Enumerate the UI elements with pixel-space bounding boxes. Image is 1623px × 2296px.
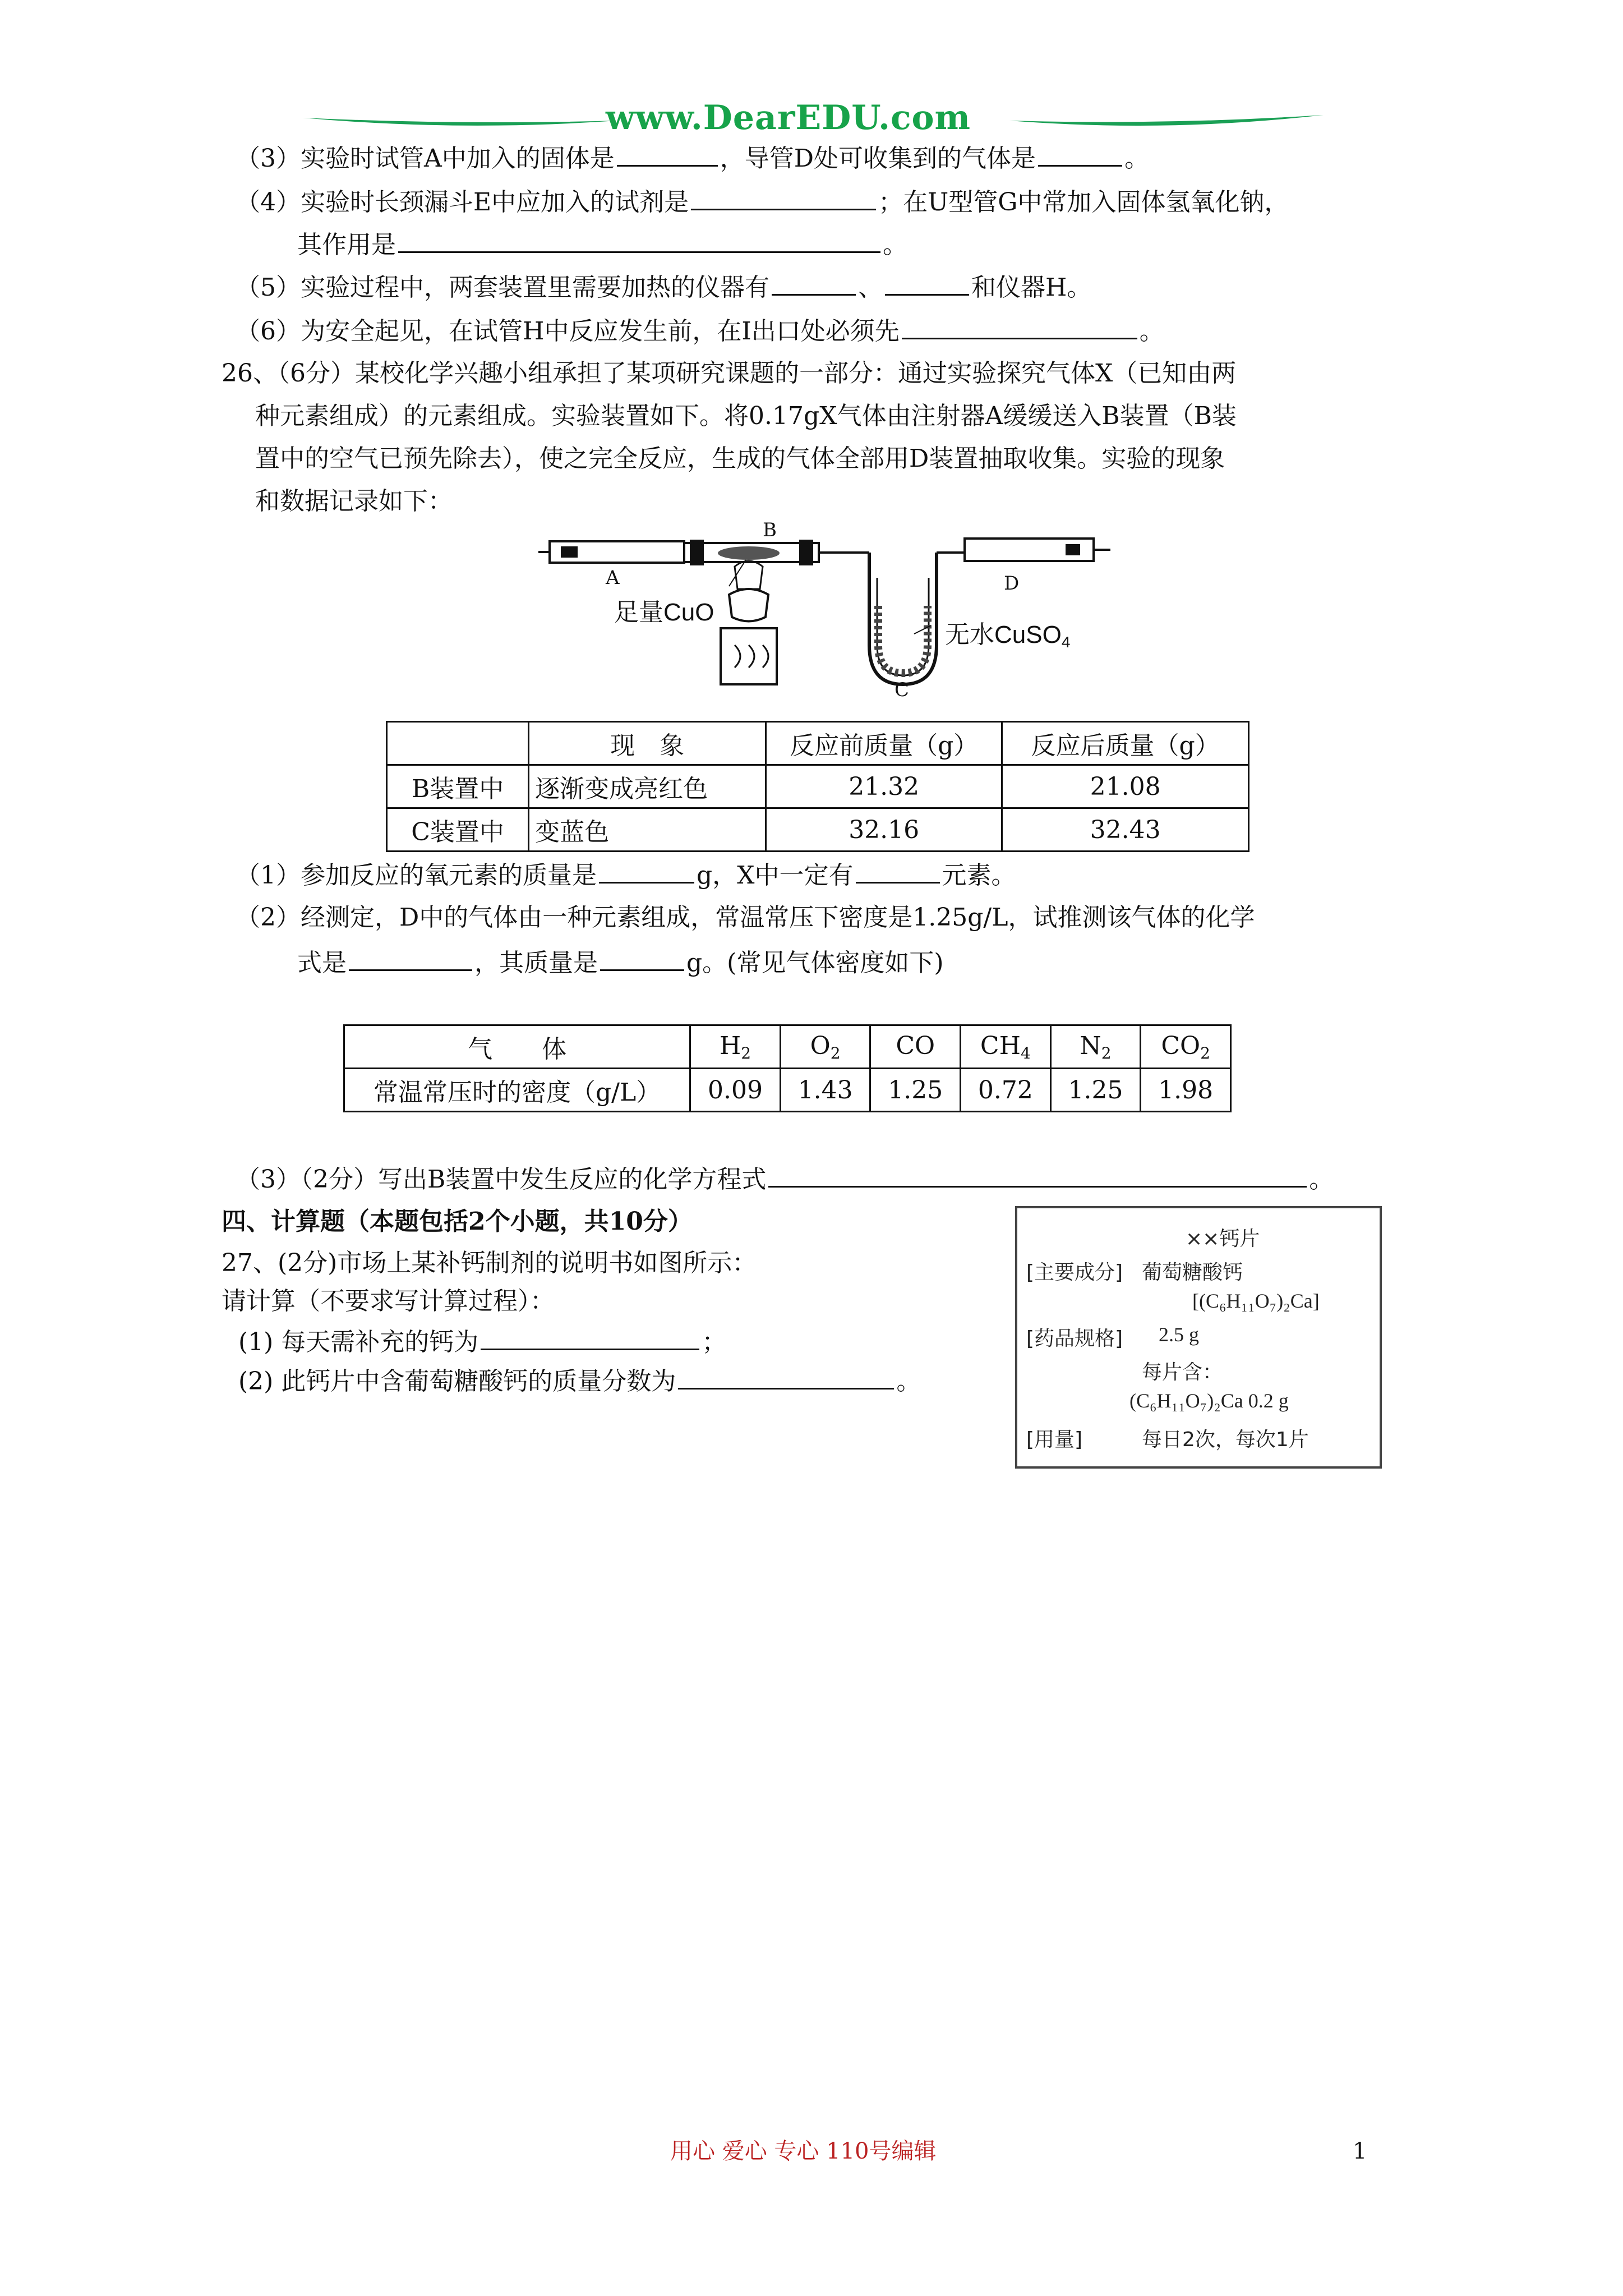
label-per-tablet-value: (C₆H₁₁O₇)₂Ca 0.2 g: [1129, 1389, 1289, 1412]
q26-paragraph-3: 置中的空气已预先除去），使之完全反应，生成的气体全部用D装置抽取收集。实验的现象: [255, 444, 1225, 473]
table-cell: 1.43: [780, 1069, 870, 1112]
table-cell: 32.16: [766, 808, 1002, 852]
answer-blank[interactable]: [885, 269, 969, 296]
q26-sub-3: （3）（2分）写出B装置中发生反应的化学方程式 。: [236, 1161, 1334, 1197]
table-cell: B装置中: [387, 765, 529, 808]
label-c: C: [895, 679, 910, 701]
q26-paragraph-4: 和数据记录如下：: [255, 487, 453, 516]
label-b: B: [763, 519, 777, 541]
table-cell: $O_2$: [780, 1025, 870, 1069]
q25-item-4-cont: 其作用是 。: [297, 227, 907, 262]
answer-blank[interactable]: [599, 857, 694, 884]
label-a: A: [606, 567, 620, 589]
table-cell: 21.08: [1002, 765, 1249, 808]
answer-blank[interactable]: [481, 1324, 699, 1350]
calcium-tablet-label: [1015, 1206, 1382, 1469]
page-number: 1: [1353, 2138, 1367, 2164]
table-cell: 1.25: [1050, 1069, 1141, 1112]
answer-blank[interactable]: [772, 269, 856, 296]
table-row: [387, 808, 1249, 852]
table-header-cell: 现 象: [529, 722, 766, 765]
answer-blank[interactable]: [617, 140, 718, 167]
table-cell: 1.25: [870, 1069, 961, 1112]
table-row: [344, 1025, 1231, 1069]
table-cell: CO: [870, 1025, 961, 1069]
table-cell: $H_2$: [690, 1025, 781, 1069]
banner-swoosh-right: [1009, 104, 1324, 137]
answer-blank[interactable]: [349, 945, 472, 971]
label-value-ingredient: 葡萄糖酸钙: [1142, 1261, 1243, 1284]
table-header-cell: 反应前质量（g）: [766, 722, 1002, 765]
results-table: [386, 721, 1249, 852]
label-cuso4: 无水CuSO$_4$: [945, 621, 1071, 651]
table-cell: 0.09: [690, 1069, 781, 1112]
label-value-spec: 2.5 g: [1159, 1323, 1199, 1346]
section-4-title: 四、计算题（本题包括2个小题，共10分）: [222, 1207, 693, 1236]
q27-sub-2: (2) 此钙片中含葡萄糖酸钙的质量分数为 。: [238, 1363, 921, 1398]
q25-item-4: （4）实验时长颈漏斗E中应加入的试剂是 ；在U型管G中常加入固体氢氧化钠，: [236, 184, 1289, 219]
table-row: [344, 1069, 1231, 1112]
table-cell: $CO_2$: [1141, 1025, 1231, 1069]
q25-item-5: （5）实验过程中，两套装置里需要加热的仪器有 、 和仪器H。: [236, 269, 1091, 305]
answer-blank[interactable]: [691, 184, 876, 210]
answer-blank[interactable]: [902, 313, 1137, 339]
table-header-cell: 反应后质量（g）: [1002, 722, 1249, 765]
banner-swoosh-left: [303, 104, 617, 137]
apparatus-diagram: [538, 519, 1127, 707]
label-key-dosage: [用量]: [1026, 1428, 1083, 1451]
table-cell: 逐渐变成亮红色: [529, 765, 766, 808]
label-value-dosage: 每日2次，每次1片: [1142, 1428, 1309, 1451]
q26-sub-1: （1）参加反应的氧元素的质量是 g，X中一定有 元素。: [236, 857, 1016, 892]
table-cell: 21.32: [766, 765, 1002, 808]
table-row: [387, 765, 1249, 808]
q26-sub-2: （2）经测定，D中的气体由一种元素组成，常温常压下密度是1.25g/L，试推测该气体的化学: [236, 903, 1255, 932]
answer-blank[interactable]: [768, 1161, 1307, 1188]
q27-paragraph-2: 请计算（不要求写计算过程）：: [222, 1287, 555, 1315]
answer-blank[interactable]: [856, 857, 940, 884]
table-cell: 32.43: [1002, 808, 1249, 852]
label-title: ××钙片: [1186, 1227, 1260, 1250]
answer-blank[interactable]: [600, 945, 684, 971]
site-title: www.DearEDU.com: [606, 98, 971, 137]
answer-blank[interactable]: [1038, 140, 1122, 167]
q25-item-6: （6）为安全起见，在试管H中反应发生前，在I出口处必须先 。: [236, 313, 1164, 348]
table-cell: C装置中: [387, 808, 529, 852]
footer-text: 用心 爱心 专心 110号编辑: [670, 2138, 937, 2164]
table-header-cell: 常温常压时的密度（g/L）: [344, 1069, 690, 1112]
q26-sub-2-cont: 式是 ，其质量是 g。(常见气体密度如下): [297, 945, 944, 980]
answer-blank[interactable]: [678, 1363, 894, 1389]
label-d: D: [1004, 572, 1020, 595]
q25-item-3: （3）实验时试管A中加入的固体是 ，导管D处可收集到的气体是 。: [236, 140, 1149, 176]
answer-blank[interactable]: [398, 227, 880, 253]
q27-paragraph-1: 27、(2分)市场上某补钙制剂的说明书如图所示：: [222, 1249, 757, 1277]
table-header-cell: [387, 722, 529, 765]
table-cell: $N_2$: [1050, 1025, 1141, 1069]
table-cell: 1.98: [1141, 1069, 1231, 1112]
header-banner: [303, 98, 1324, 143]
table-header-row: [387, 722, 1249, 765]
table-cell: 变蓝色: [529, 808, 766, 852]
table-cell: $CH_4$: [961, 1025, 1051, 1069]
label-formula: [(C₆H₁₁O₇)₂Ca]: [1192, 1290, 1320, 1312]
q26-paragraph-2: 种元素组成）的元素组成。实验装置如下。将0.17gX气体由注射器A缓缓送入B装置（B装: [255, 402, 1237, 430]
label-per-tablet: 每片含：: [1142, 1361, 1223, 1384]
label-key-spec: [药品规格]: [1026, 1327, 1123, 1350]
gas-density-table: [343, 1024, 1232, 1112]
q26-paragraph-1: 26、（6分）某校化学兴趣小组承担了某项研究课题的一部分：通过实验探究气体X（已知由两: [222, 359, 1237, 388]
label-cuo: 足量CuO: [614, 599, 714, 626]
q27-sub-1: (1) 每天需补充的钙为 ；: [238, 1324, 726, 1359]
table-header-cell: 气 体: [344, 1025, 690, 1069]
label-key-ingredient: [主要成分]: [1026, 1261, 1123, 1284]
table-cell: 0.72: [961, 1069, 1051, 1112]
